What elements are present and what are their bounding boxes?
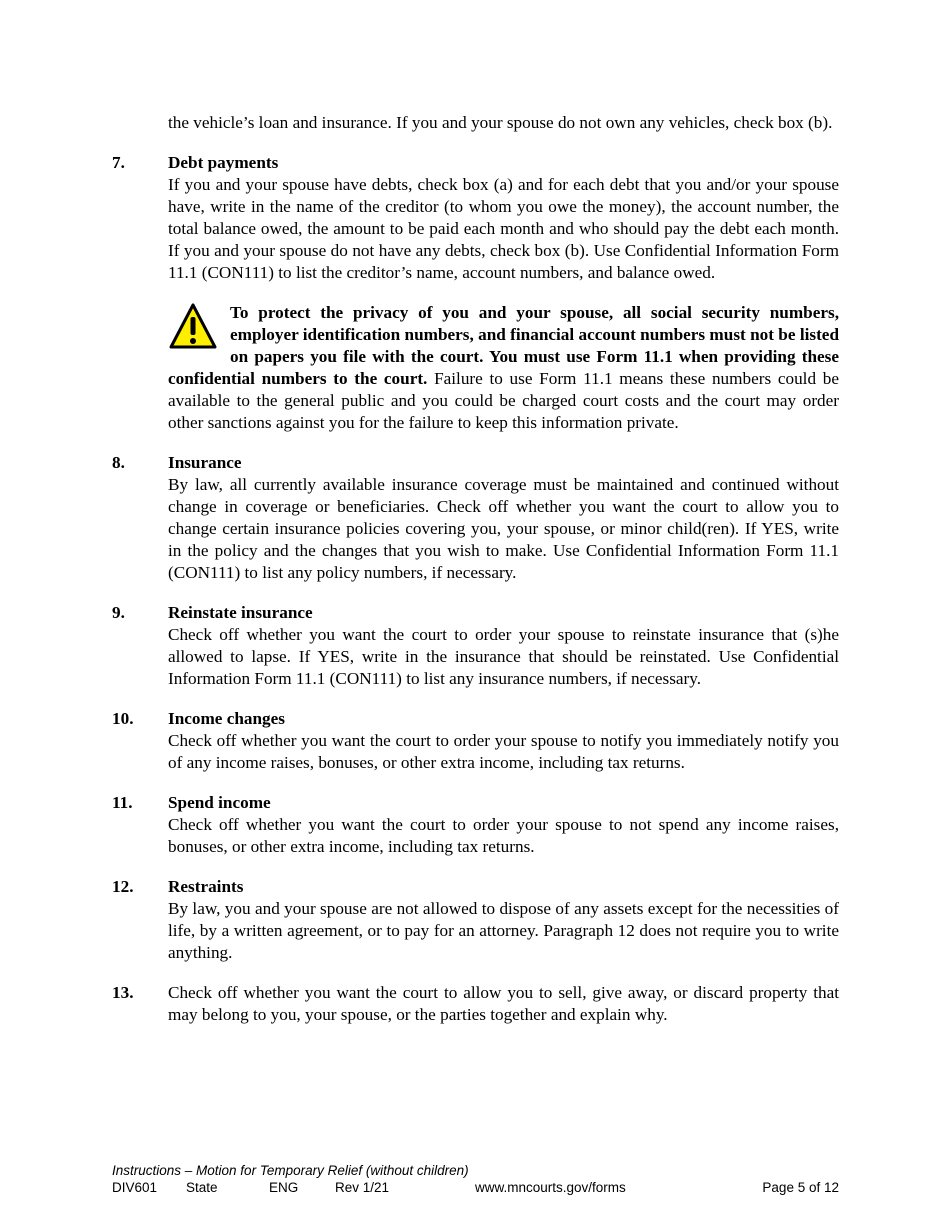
- section-number: 13.: [112, 983, 134, 1002]
- section-title: Income changes: [168, 709, 285, 728]
- section-title: Insurance: [168, 453, 242, 472]
- footer-url: www.mncourts.gov/forms: [475, 1180, 626, 1195]
- section-number: 11.: [112, 793, 133, 812]
- section-title: Spend income: [168, 793, 271, 812]
- footer-revision: Rev 1/21: [335, 1180, 390, 1195]
- section-8: [112, 452, 839, 584]
- section-12: [112, 876, 839, 964]
- section-body: Check off whether you want the court to order your spouse to not spend any income raises, bonuses, or other extra income, including tax returns.: [168, 815, 839, 856]
- section-body: By law, all currently available insurance coverage must be maintained and continued without change in coverage or beneficiaries. Check off whether you want the court to allow you to change certain insurance policies covering you, your spouse, or minor child(ren). If YES, write in the policy and the changes that you wish to make. Use Confidential Information Form 11.1 (CON111) to list any policy numbers, if necessary.: [168, 475, 839, 582]
- section-body: Check off whether you want the court to order your spouse to reinstate insurance that (s)he allowed to lapse. If YES, write in the insurance that should be reinstated. Use Confidential Information Form 11.1 (CON111) to list any insurance numbers, if necessary.: [168, 625, 839, 688]
- section-number: 8.: [112, 453, 125, 472]
- section-title: Reinstate insurance: [168, 603, 313, 622]
- document-page: [112, 112, 839, 1026]
- section-body: Check off whether you want the court to allow you to sell, give away, or discard property that may belong to you, your spouse, or the parties together and explain why.: [168, 983, 839, 1024]
- section-title: Restraints: [168, 877, 244, 896]
- section-body: If you and your spouse have debts, check box (a) and for each debt that you and/or your spouse have, write in the name of the creditor (to whom you owe the money), the account number, the total balance owed, the amount to be paid each month and who should pay the debt each month. If you and your spouse do not have any debts, check box (b). Use Confidential Information Form 11.1 (CON111) to list the creditor’s name, account numbers, and balance owed.: [168, 175, 839, 282]
- footer-title: Instructions – Motion for Temporary Relief (without children): [112, 1163, 469, 1178]
- footer-page-number: Page 5 of 12: [762, 1180, 839, 1195]
- section-number: 7.: [112, 153, 125, 172]
- section-7: [112, 152, 839, 284]
- privacy-warning: [168, 302, 839, 434]
- footer-language: ENG: [269, 1180, 299, 1195]
- footer-jurisdiction: State: [186, 1180, 218, 1195]
- section-title: Debt payments: [168, 153, 279, 172]
- warning-text: Failure to use Form 11.1 means these numbers could be available to the general public and you could be charged court costs and the court may order other sanctions against you for the failure to keep this information private.: [168, 369, 839, 432]
- warning-bold-text: To protect the privacy of you and your spouse, all social security numbers, employer identification numbers, and financial account numbers must not be listed on papers you file with the court. You must use Form 11.1 when providing these confidential numbers to the court.: [168, 303, 839, 388]
- section-body: By law, you and your spouse are not allowed to dispose of any assets except for the necessities of life, by a written agreement, or to pay for an attorney. Paragraph 12 does not require you to write anything.: [168, 899, 839, 962]
- section-11: [112, 792, 839, 858]
- section-number: 9.: [112, 603, 125, 622]
- intro-paragraph: the vehicle’s loan and insurance. If you and your spouse do not own any vehicles, check box (b).: [168, 113, 833, 132]
- section-10: [112, 708, 839, 774]
- section-body: Check off whether you want the court to order your spouse to notify you immediately notify you of any income raises, bonuses, or other extra income, including tax returns.: [168, 731, 839, 772]
- section-13: [112, 982, 839, 1026]
- page-footer: [112, 1162, 839, 1196]
- section-number: 12.: [112, 877, 134, 896]
- section-number: 10.: [112, 709, 134, 728]
- footer-form-code: DIV601: [112, 1180, 158, 1195]
- warning-triangle-icon: [168, 302, 218, 350]
- section-9: [112, 602, 839, 690]
